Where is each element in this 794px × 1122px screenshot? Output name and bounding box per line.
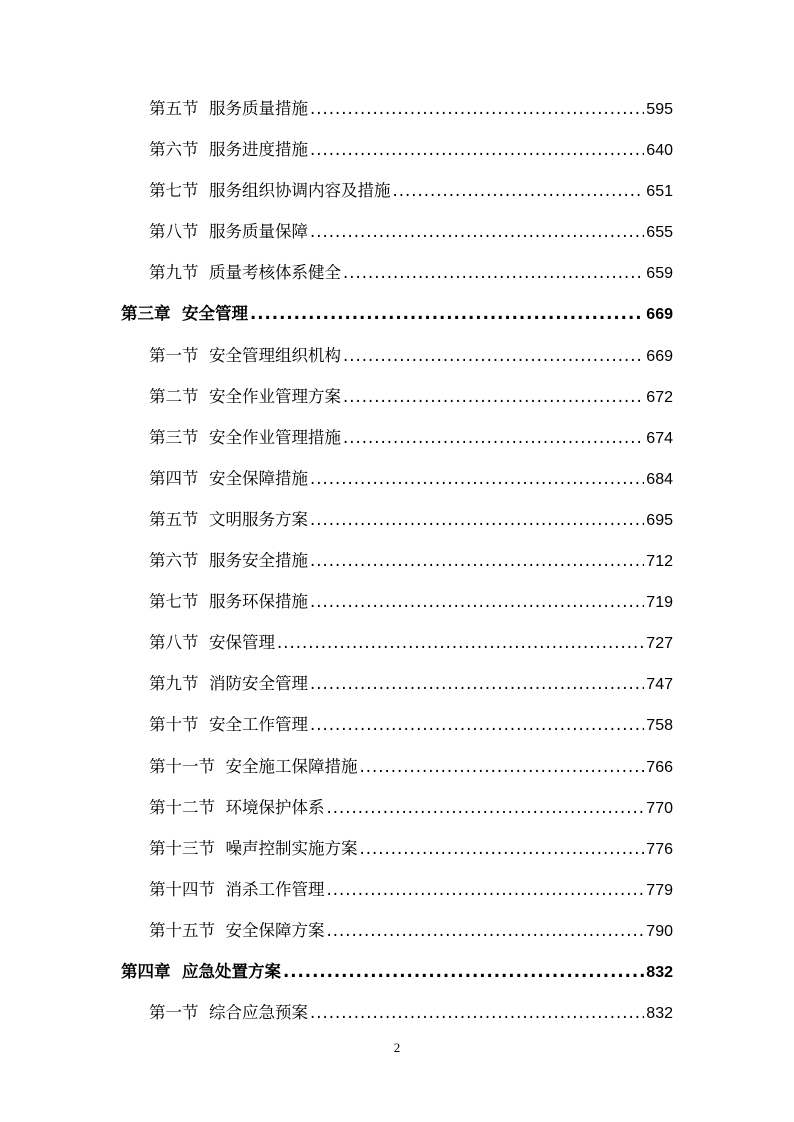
toc-section-entry[interactable]: [0, 252, 673, 293]
toc-section-entry[interactable]: [0, 499, 673, 540]
toc-section-entry[interactable]: [0, 869, 673, 910]
toc-section-entry[interactable]: [0, 581, 673, 622]
toc-section-entry[interactable]: [0, 540, 673, 581]
toc-entry-label: 第九节 消防安全管理: [149, 674, 308, 694]
toc-section-entry[interactable]: [0, 170, 673, 211]
toc-entry-page-number: 672: [646, 388, 673, 406]
toc-entry-label: 第四节 安全保障措施: [149, 468, 308, 488]
toc-entry-label: 第五节 服务质量措施: [149, 99, 308, 118]
toc-section-entry[interactable]: [0, 211, 673, 252]
toc-entry-label: 第十一节 安全施工保障措施: [149, 756, 358, 776]
toc-section-entry[interactable]: [0, 746, 673, 787]
toc-section-entry[interactable]: [0, 88, 673, 129]
toc-entry-page-number: 655: [646, 224, 673, 242]
toc-section-entry[interactable]: [0, 458, 673, 499]
toc-section-entry[interactable]: [0, 828, 673, 869]
toc-dot-leader: [343, 252, 644, 293]
toc-entry-page-number: 770: [646, 799, 673, 817]
toc-entry-label: 第九节 质量考核体系健全: [149, 263, 341, 283]
toc-dot-leader: [327, 910, 645, 951]
toc-dot-leader: [343, 335, 644, 376]
toc-dot-leader: [310, 458, 644, 499]
toc-chapter-entry[interactable]: [0, 951, 673, 992]
toc-entry-page-number: 674: [646, 429, 673, 447]
toc-dot-leader: [360, 746, 645, 787]
toc-entry-page-number: 758: [646, 717, 673, 735]
toc-entry-label: 第五节 文明服务方案: [149, 509, 308, 529]
toc-dot-leader: [393, 170, 645, 211]
toc-entry-label: 第一节 综合应急预案: [149, 1003, 308, 1023]
toc-entry-page-number: 832: [646, 1005, 673, 1023]
toc-entry-page-number: 659: [646, 265, 673, 283]
toc-entry-label: 第十节 安全工作管理: [149, 715, 308, 735]
toc-chapter-entry[interactable]: [0, 293, 673, 334]
toc-entry-page-number: 669: [646, 347, 673, 365]
toc-dot-leader: [310, 88, 644, 129]
toc-section-entry[interactable]: [0, 335, 673, 376]
toc-section-entry[interactable]: [0, 663, 673, 704]
toc-entry-page-number: 832: [646, 963, 673, 981]
toc-entry-label: 第八节 服务质量保障: [149, 222, 308, 242]
toc-dot-leader: [327, 869, 645, 910]
toc-section-entry[interactable]: [0, 910, 673, 951]
toc-entry-page-number: 790: [646, 922, 673, 940]
toc-dot-leader: [360, 828, 645, 869]
toc-dot-leader: [310, 211, 644, 252]
toc-entry-page-number: 766: [646, 758, 673, 776]
toc-dot-leader: [310, 540, 644, 581]
toc-section-entry[interactable]: [0, 129, 673, 170]
toc-entry-label: 第四章 应急处置方案: [121, 961, 281, 981]
toc-dot-leader: [310, 992, 644, 1033]
toc-entry-label: 第二节 安全作业管理方案: [149, 386, 341, 406]
toc-entry-label: 第六节 服务安全措施: [149, 551, 308, 571]
toc-section-entry[interactable]: [0, 992, 673, 1033]
page-number: 2: [393, 1040, 401, 1055]
toc-entry-label: 第三章 安全管理: [121, 304, 248, 324]
toc-section-entry[interactable]: [0, 787, 673, 828]
toc-entry-page-number: 747: [646, 676, 673, 694]
toc-entry-label: 第三节 安全作业管理措施: [149, 427, 341, 447]
toc-dot-leader: [250, 293, 644, 334]
toc-section-entry[interactable]: [0, 622, 673, 663]
toc-entry-page-number: 779: [646, 881, 673, 899]
toc-entry-page-number: 669: [646, 306, 673, 324]
toc-entry-page-number: 595: [646, 101, 673, 118]
toc-entry-label: 第七节 服务组织协调内容及措施: [149, 181, 391, 201]
toc-section-entry[interactable]: [0, 376, 673, 417]
toc-entry-label: 第六节 服务进度措施: [149, 140, 308, 160]
toc-entry-page-number: 727: [646, 635, 673, 653]
toc-section-entry[interactable]: [0, 417, 673, 458]
toc-entry-label: 第七节 服务环保措施: [149, 592, 308, 612]
toc-entry-label: 第八节 安保管理: [149, 633, 275, 653]
toc-dot-leader: [283, 951, 644, 992]
toc-dot-leader: [310, 663, 644, 704]
toc-entry-page-number: 695: [646, 511, 673, 529]
toc-dot-leader: [310, 581, 644, 622]
toc-entry-page-number: 651: [646, 183, 673, 201]
toc-entry-page-number: 776: [646, 840, 673, 858]
toc-entry-label: 第十四节 消杀工作管理: [149, 879, 325, 899]
toc-dot-leader: [310, 499, 644, 540]
toc-entry-label: 第十三节 噪声控制实施方案: [149, 838, 358, 858]
toc-entry-page-number: 684: [646, 470, 673, 488]
toc-entry-page-number: 712: [646, 553, 673, 571]
table-of-contents: [0, 88, 794, 1033]
toc-dot-leader: [277, 622, 644, 663]
toc-entry-label: 第一节 安全管理组织机构: [149, 345, 341, 365]
toc-dot-leader: [310, 704, 644, 745]
toc-entry-label: 第十五节 安全保障方案: [149, 920, 325, 940]
toc-entry-page-number: 640: [646, 142, 673, 160]
toc-dot-leader: [327, 787, 645, 828]
toc-section-entry[interactable]: [0, 704, 673, 745]
toc-entry-page-number: 719: [646, 594, 673, 612]
toc-dot-leader: [343, 376, 644, 417]
toc-dot-leader: [343, 417, 644, 458]
toc-dot-leader: [310, 129, 644, 170]
toc-entry-label: 第十二节 环境保护体系: [149, 797, 325, 817]
